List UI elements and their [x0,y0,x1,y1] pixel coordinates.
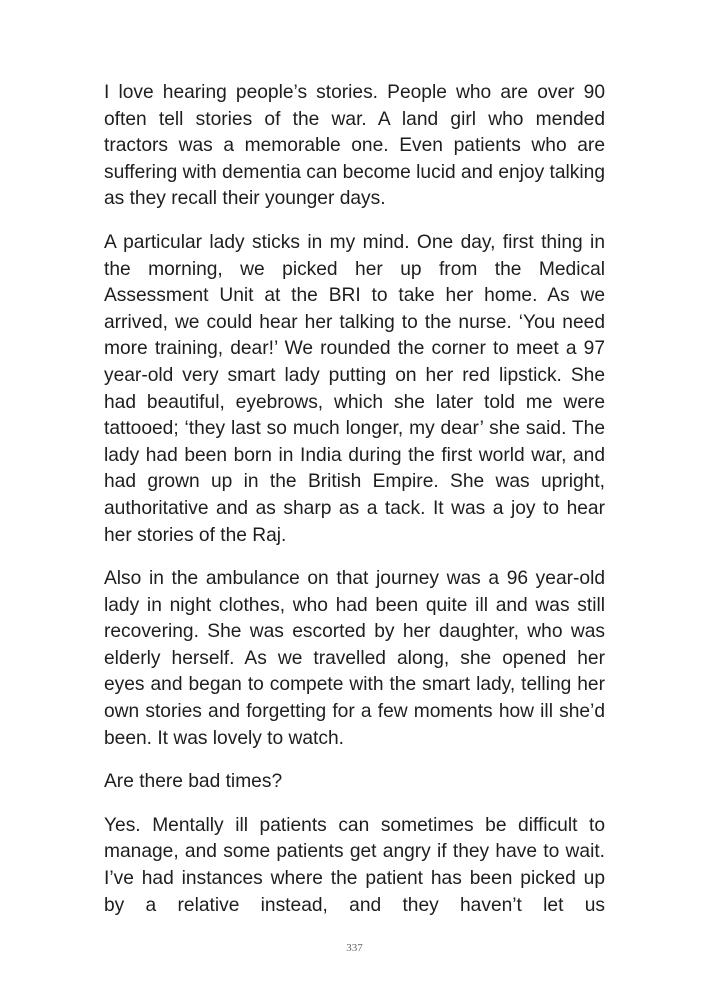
paragraph-stories: I love hearing people’s stories. People who are over 90 often tell stories of the war. A land girl who mended tractors was a memorable one. Even patients who are suffering with dementia can become lucid and enjoy talking as they recall their younger days. [104,82,605,210]
paragraph-particular-lady: A particular lady sticks in my mind. One day, first thing in the morning, we picked her up from the Medical Assessment Unit at the BRI to take her home. As we arrived, we could hear her talking to the nurse. ‘You need more training, dear!’ We rounded the corner to meet a 97 year-old very smart lady putting on her red lipstick. She had beautiful, eyebrows, which she later told me were tattooed; ‘they last so much longer, my dear’ she said. The lady had been born in India during the first world war, and had grown up in the British Empire. She was upright, authoritative and as sharp as a tack. It was a joy to hear her stories of the Raj. [104,231,605,546]
paragraph-answer: Yes. Mentally ill patients can sometimes be difficult to manage, and some patients get angry if they have to wait. I’ve had instances where the patient has been picked up by a relative instead, and they haven’t let us [104,814,605,916]
question-bad-times: Are there bad times? [104,771,283,793]
page-body [104,80,605,919]
paragraph-ambulance-journey: Also in the ambulance on that journey was a 96 year-old lady in night clothes, who had been quite ill and was still recovering. She was escorted by her daughter, who was elderly herself. As we travelled along, she opened her eyes and began to compete with the smart lady, telling her own stories and forgetting for a few moments how ill she’d been. It was lovely to watch. [104,568,605,749]
page-number: 337 [346,942,363,954]
